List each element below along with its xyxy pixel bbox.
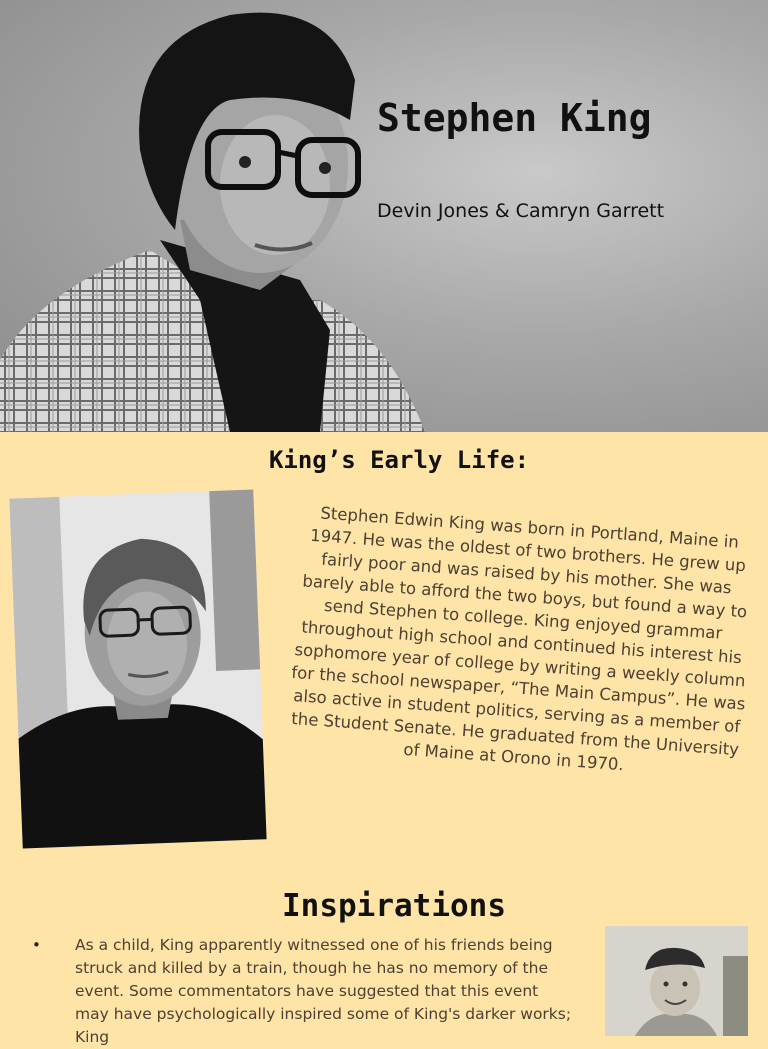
early-life-text: Stephen Edwin King was born in Portland, Maine in 1947. He was the oldest of two brothers. He grew up fairly poor and was raised by his mother. She was barely able to afford the two boys, but found a way to send Stephen to college. King enjoyed grammar throughout high school and continued his interest his sophomore year of college by writing a weekly column for the school newspaper, “The Main Campus”. He was also active in student politics, serving as a member of the Student Senate. He graduated from the University of Maine at Orono in 1970. [290,503,748,775]
early-life-heading: King’s Early Life: [268,446,530,474]
child-portrait [605,926,748,1036]
list-item-text: As a child, King apparently witnessed one of his friends being struck and killed by a train, though he has no memory of the event. Some commentators have suggested that this event may have psychologically inspired some of King's darker works; King [75,936,572,1046]
early-life-section [0,432,768,892]
young-king-portrait [0,0,430,432]
bullet-icon: • [32,936,41,954]
child-king-photo [605,926,748,1036]
page-title: Stephen King [377,96,652,140]
inspirations-heading: Inspirations [282,888,506,924]
authors-line: Devin Jones & Camryn Garrett [377,200,665,222]
inspirations-list [32,934,572,1049]
older-king-photo [9,489,266,848]
header-banner [0,0,768,432]
list-item [32,934,572,1049]
older-king-portrait [9,489,266,848]
